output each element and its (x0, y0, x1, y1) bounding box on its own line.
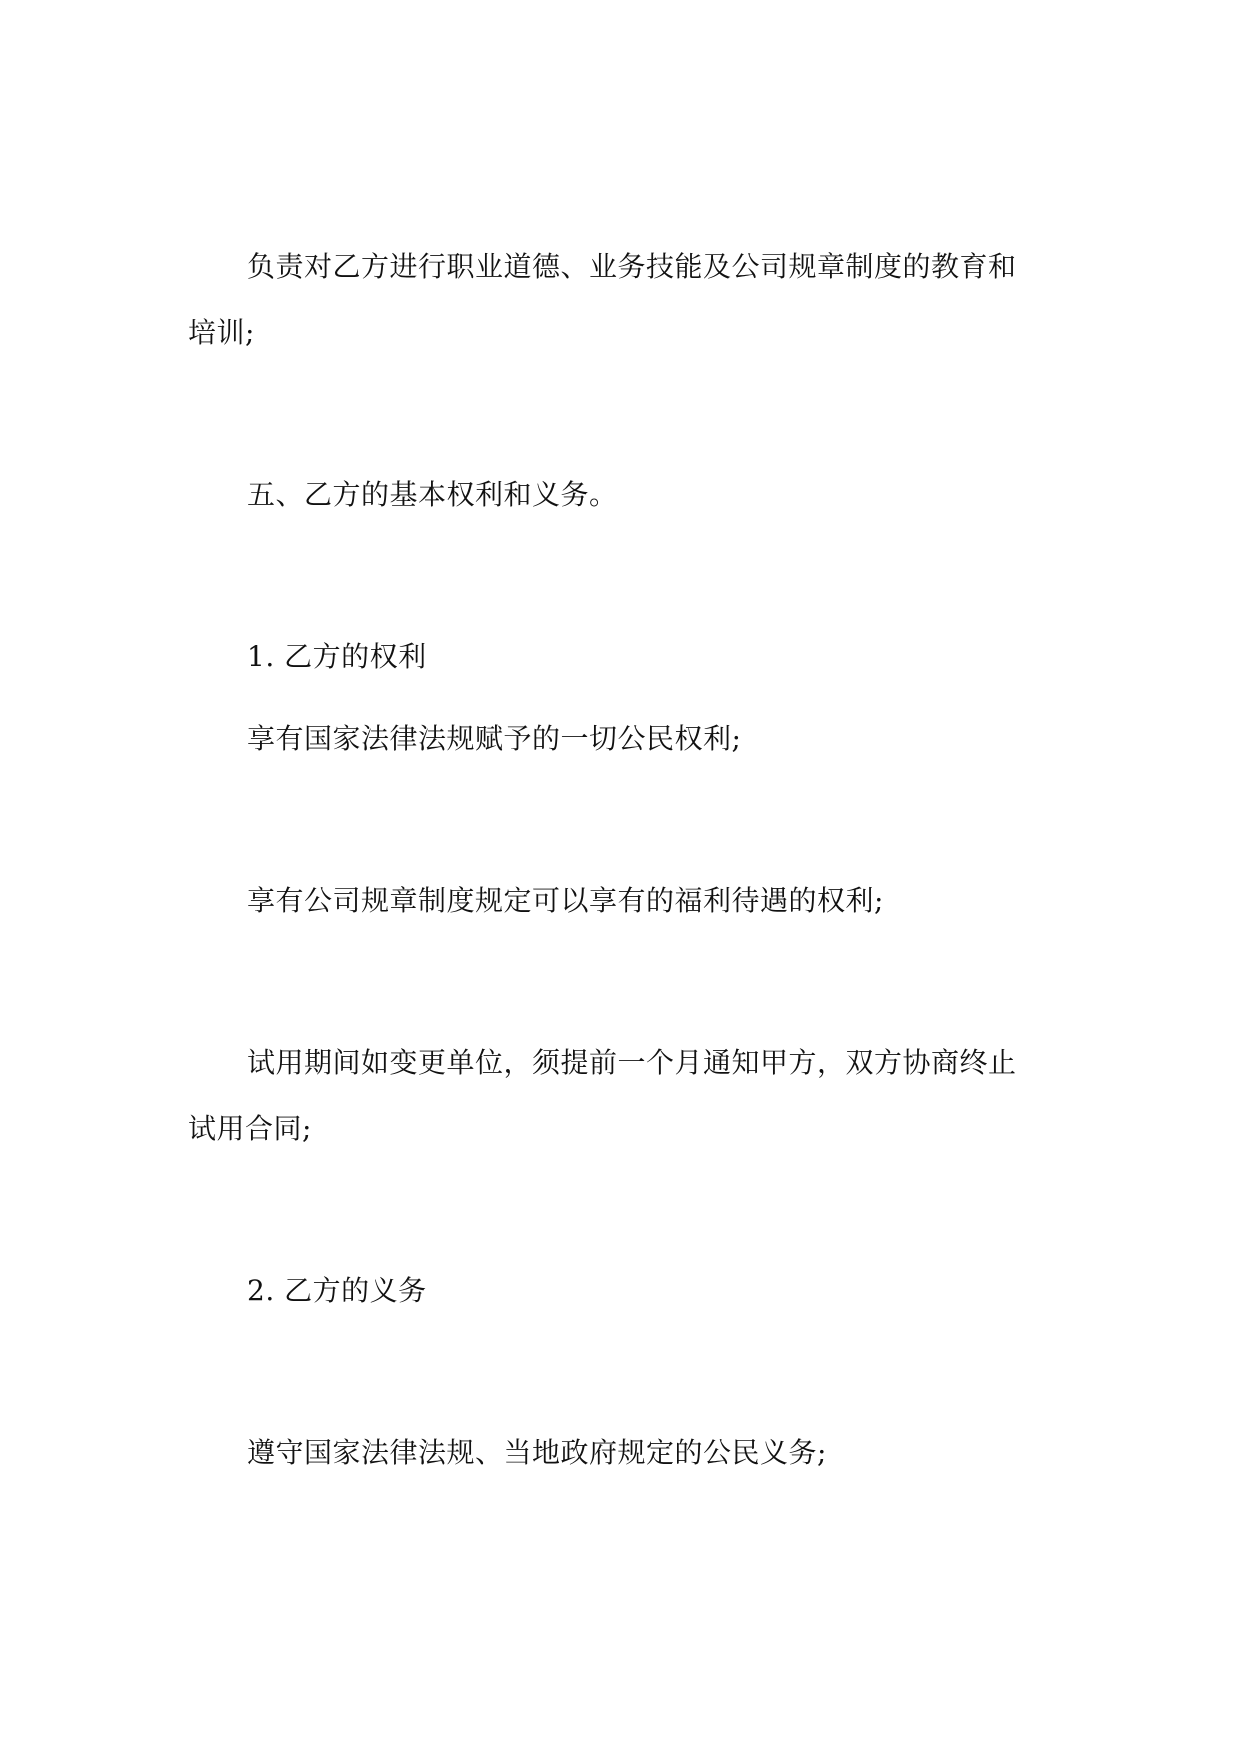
paragraph-line-continuation: 试用合同; (188, 1112, 312, 1145)
subsection-heading: 1. 乙方的权利 (247, 640, 427, 673)
paragraph-line: 遵守国家法律法规、当地政府规定的公民义务; (247, 1436, 827, 1469)
paragraph-line-continuation: 培训; (188, 316, 255, 349)
paragraph-line: 试用期间如变更单位，须提前一个月通知甲方，双方协商终止 (247, 1046, 1017, 1079)
subsection-heading: 2. 乙方的义务 (247, 1274, 427, 1307)
paragraph-line: 享有公司规章制度规定可以享有的福利待遇的权利; (247, 884, 884, 917)
paragraph-line: 享有国家法律法规赋予的一切公民权利; (247, 722, 742, 755)
section-heading: 五、乙方的基本权利和义务。 (247, 478, 618, 511)
paragraph-line: 负责对乙方进行职业道德、业务技能及公司规章制度的教育和 (247, 250, 1017, 283)
